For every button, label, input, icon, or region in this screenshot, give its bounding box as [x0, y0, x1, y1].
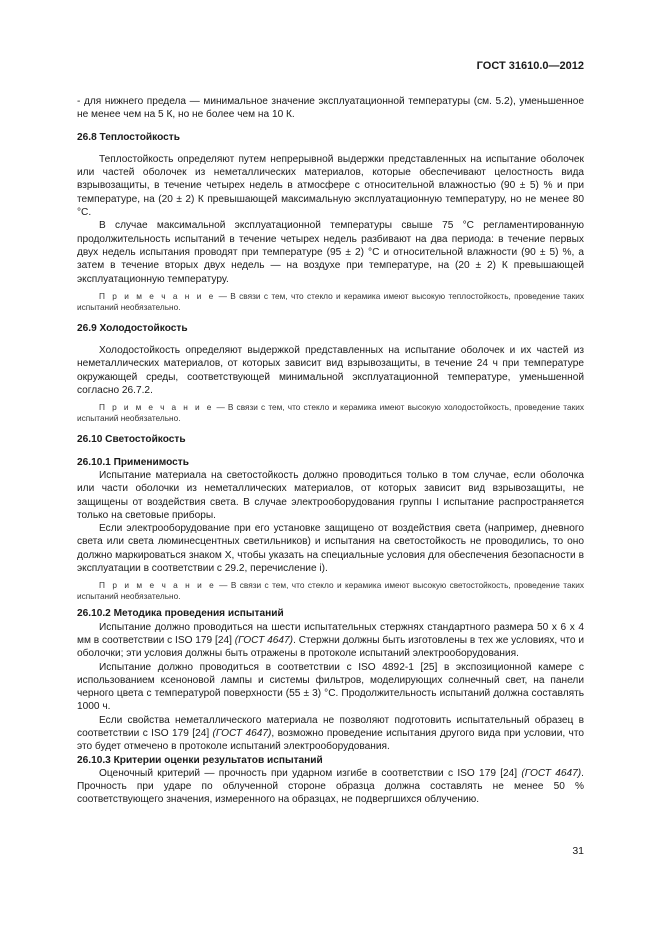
paragraph-lower-limit: - для нижнего предела — минимальное значение эксплуатационной температуры (см. 5.2), уменьшенное не менее чем на 5 К, но не более чем на 10 К.: [77, 96, 584, 121]
paragraph-cold: Холодостойкость определяют выдержкой представленных на испытание оболочек и их частей из неметаллических материалов, от которых зависит вид взрывозащиты, в течение 24 ч при температуре окружающей среды, соответствующей минимальной эксплуатационной температуре, уменьшенной согласно 26.7.2.: [77, 345, 584, 397]
paragraph-method-1: Испытание должно проводиться на шести испытательных стержнях стандартного размера 50 х 6 х 4 мм в соответствии с ISO 179 [24] (ГОСТ 4647). Стержни должны быть изготовлены в тех же условиях, что и оболочки; эти условия должны быть отражены в протоколе испытаний электрооборудования.: [77, 621, 584, 660]
note-heat: П р и м е ч а н и е — В связи с тем, что стекло и керамика имеют высокую теплостойкость, проведение таких испытаний необязательно.: [77, 290, 584, 312]
document-header: ГОСТ 31610.0—2012: [476, 60, 584, 72]
document-body: [77, 95, 584, 807]
heading-26-10-1: 26.10.1 Применимость: [77, 456, 189, 468]
gost-reference: (ГОСТ 4647): [212, 727, 272, 739]
heading-26-10-3: 26.10.3 Критерии оценки результатов испытаний: [77, 754, 323, 766]
paragraph-heat-1: Теплостойкость определяют путем непрерывной выдержки представленных на испытание оболочек или частей оболочек из неметаллических материалов, которые обеспечивают целостность вида взрывозащиты, в течение четырех недель в атмосфере с относительной влажностью (90 ± 5) % и при температуре, на (20 ± 2) К превышающей максимальную эксплуатационную температуру, но не менее 80 °С.: [77, 153, 584, 219]
heading-26-9: 26.9 Холодостойкость: [77, 322, 188, 334]
page-number: 31: [572, 845, 584, 857]
gost-reference: (ГОСТ 4647): [521, 767, 582, 779]
paragraph-method-3: Если свойства неметаллического материала не позволяют подготовить испытательный образец в соответствии с ISO 179 [24] (ГОСТ 4647), возможно проведение испытания другого вида при условии, что это будет отмечено в протоколе испытаний электрооборудования.: [77, 714, 584, 753]
paragraph-light-2: Если электрооборудование при его установке защищено от воздействия света (например, дневного света или света люминесцентных светильников) и испытания на светостойкость не проводились, то оно должно маркироваться знаком X, чтобы указать на специальные условия для обеспечения безопасности в эксплуатации в соответствии с 29.2, перечисление i).: [77, 523, 584, 575]
heading-26-10: 26.10 Светостойкость: [77, 434, 186, 446]
heading-26-8: 26.8 Теплостойкость: [77, 131, 180, 143]
paragraph-light-1: Испытание материала на светостойкость должно проводиться только в том случае, если оболочка или части оболочки из неметаллических материалов, от которых зависит вид взрывозащиты, не защищены от воздействия света. В случае электрооборудования группы I испытание распространяется только на световые приборы.: [77, 469, 584, 521]
paragraph-heat-2: В случае максимальной эксплуатационной температуры свыше 75 °С регламентированную продолжительность испытаний в течение четырех недель разбивают на два периода: в течение первых двух недель испытания проводят при температуре (95 ± 2) °С и относительной влажности (90 ± 5) %, а затем в течение вторых двух недель — на воздухе при температуре, на (20 ± 2) К превышающей эксплуатационную температуру.: [77, 220, 584, 285]
heading-26-10-2: 26.10.2 Методика проведения испытаний: [77, 608, 284, 620]
note-cold: П р и м е ч а н и е — В связи с тем, что стекло и керамика имеют высокую холодостойкость, проведение таких испытаний необязательно.: [77, 402, 584, 424]
gost-reference: (ГОСТ 4647): [234, 634, 294, 646]
note-light: П р и м е ч а н и е — В связи с тем, что стекло и керамика имеют высокую светостойкость, проведение таких испытаний необязательно.: [77, 580, 584, 602]
paragraph-criteria: Оценочный критерий — прочность при ударном изгибе в соответствии с ISO 179 [24] (ГОСТ 4647). Прочность при ударе по облученной стороне образца должна составлять не менее 50 % соответствующего значения, измеренного на образцах, не подвергшихся облучению.: [77, 767, 584, 806]
paragraph-method-2: Испытание должно проводиться в соответствии с ISO 4892-1 [25] в экспозиционной камере с использованием ксеноновой лампы и системы фильтров, моделирующих солнечный свет, на панели черного цвета с температурой поверхности (55 ± 3) °С. Продолжительность испытаний должна составлять 1000 ч.: [77, 661, 584, 713]
